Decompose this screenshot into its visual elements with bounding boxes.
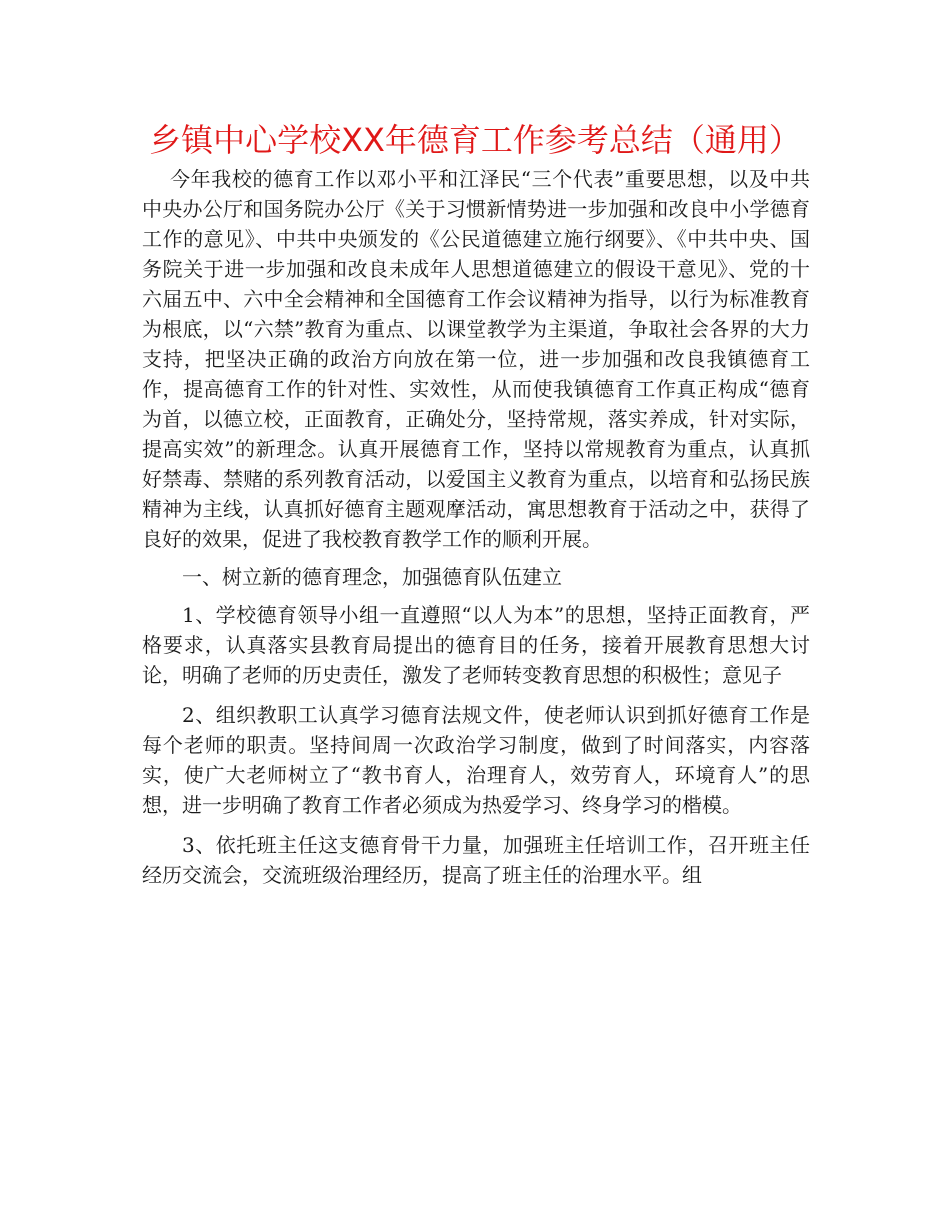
paragraph-item-3: 3、依托班主任这支德育骨干力量，加强班主任培训工作，召开班主任经历交流会，交流班级治理经历，提高了班主任的治理水平。组 — [142, 833, 810, 887]
document-title: 乡镇中心学校XX年德育工作参考总结（通用） — [149, 121, 801, 159]
section-heading-1: 一、树立新的德育理念，加强德育队伍建立 — [182, 565, 562, 589]
paragraph-item-1: 1、学校德育领导小组一直遵照“以人为本”的思想，坚持正面教育，严格要求，认真落实县教育局提出的德育目的任务，接着开展教育思想大讨论，明确了老师的历史责任，激发了老师转变教育思想的积极性；意见子 — [142, 603, 810, 687]
paragraph-item-2: 2、组织教职工认真学习德育法规文件，使老师认识到抓好德育工作是每个老师的职责。坚持间周一次政治学习制度，做到了时间落实，内容落实，使广大老师树立了“教书育人，治理育人，效劳育人，环境育人”的思想，进一步明确了教育工作者必须成为热爱学习、终身学习的楷模。 — [142, 703, 810, 817]
intro-paragraph: 今年我校的德育工作以邓小平和江泽民“三个代表”重要思想，以及中共中央办公厅和国务院办公厅《关于习惯新情势进一步加强和改良中小学德育工作的意见》、中共中央颁发的《公民道德建立施行纲要》、《中共中央、国务院关于进一步加强和改良未成年人思想道德建立的假设干意见》、党的十六届五中、六中全会精神和全国德育工作会议精神为指导，以行为标准教育为根底，以“六禁”教育为重点、以课堂教学为主渠道，争取社会各界的大力支持，把坚决正确的政治方向放在第一位，进一步加强和改良我镇德育工作，提高德育工作的针对性、实效性，从而使我镇德育工作真正构成“德育为首，以德立校，正面教育，正确处分，坚持常规，落实养成，针对实际，提高实效”的新理念。认真开展德育工作，坚持以常规教育为重点，认真抓好禁毒、禁赌的系列教育活动，以爱国主义教育为重点，以培育和弘扬民族精神为主线，认真抓好德育主题观摩活动，寓思想教育于活动之中，获得了良好的效果，促进了我校教育教学工作的顺利开展。 — [142, 167, 810, 551]
document-body — [142, 164, 810, 890]
